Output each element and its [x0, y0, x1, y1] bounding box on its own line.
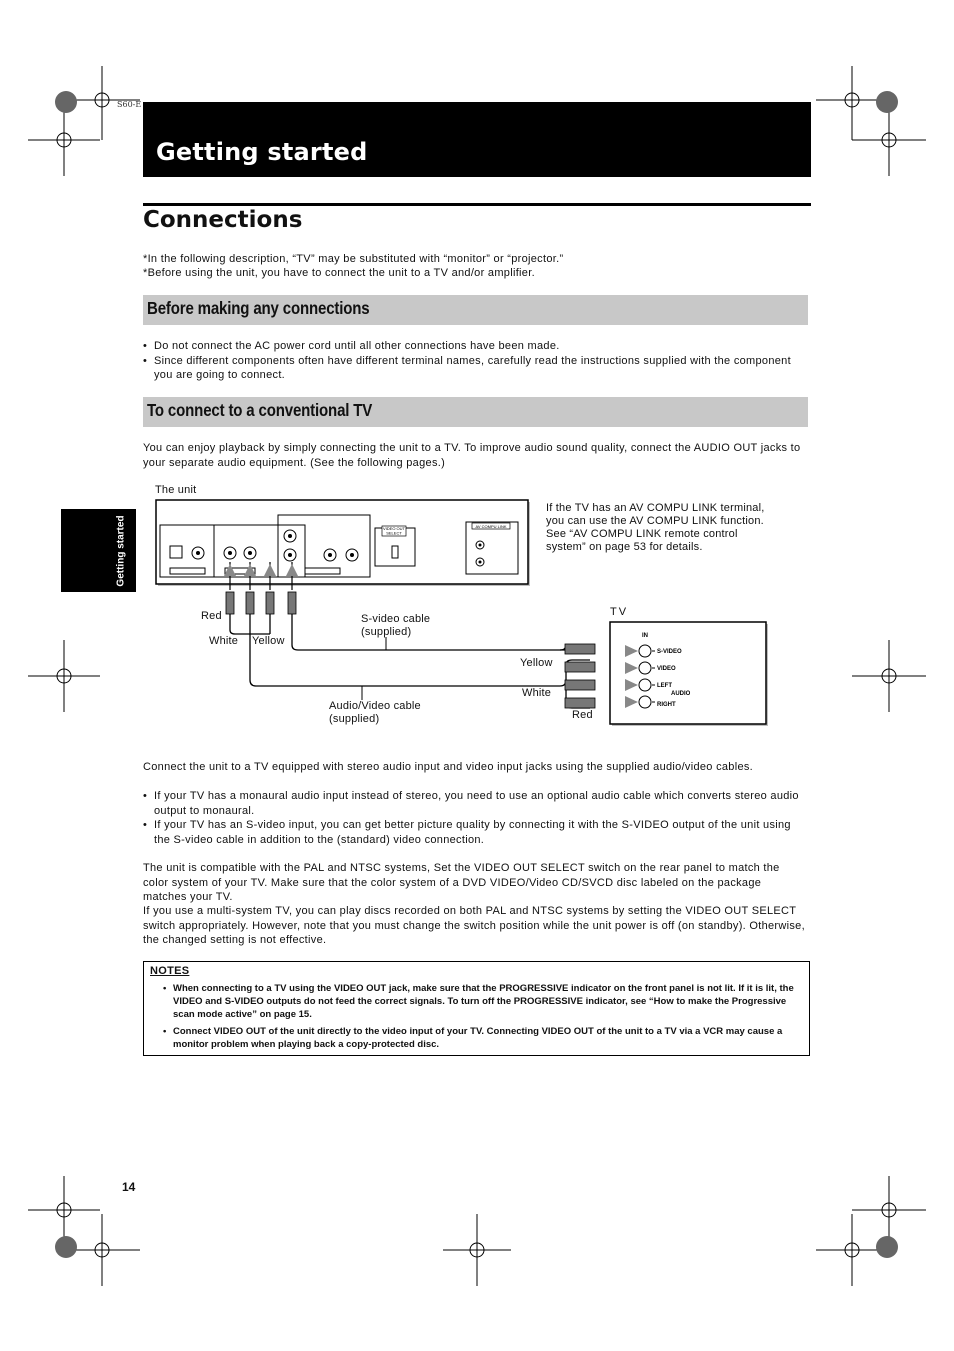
red-right-label: Red — [572, 709, 593, 721]
list-item: • Connect VIDEO OUT of the unit directly to the video input of your TV. Connecting VIDEO OUT of the unit to a TV via a VCR may cause a monitor problem when playing back a copy-protected disc. — [163, 1025, 803, 1051]
svideo-cable-label-2: (supplied) — [361, 626, 412, 638]
compu-link-line-4: system” on page 53 for details. — [546, 541, 703, 553]
tv-audio-label: AUDIO — [671, 691, 691, 697]
tv-label: TV — [610, 606, 629, 618]
page-code: S60-E — [117, 100, 142, 109]
list-item: • When connecting to a TV using the VIDEO OUT jack, make sure that the PROGRESSIVE indicator on the front panel is not lit. If it is lit, the VIDEO and S-VIDEO outputs do not feed the correct signals. To turn off the PROGRESSIVE indicator, see “How to make the Progressive scan mode active” on page 15. — [163, 982, 803, 1021]
tv-intro: You can enjoy playback by simply connecting the unit to a TV. To improve audio sound quality, connect the AUDIO OUT jacks to your separate audio equipment. (See the following pages.) — [143, 442, 801, 469]
pal-ntsc-paragraph: The unit is compatible with the PAL and NTSC systems, Set the VIDEO OUT SELECT switch on the rear panel to match the color system of your TV. Make sure that the color system of a DVD VIDEO/Video CD/SVCD disc labeled on the package matches your TV. — [143, 862, 780, 903]
video-out-select-label-2: SELECT — [386, 530, 402, 536]
intro-note-2: *Before using the unit, you have to connect the unit to a TV and/or amplifier. — [143, 267, 535, 279]
tv-bullets — [143, 789, 803, 847]
yellow-right-label: Yellow — [520, 657, 553, 669]
tv-svideo-label: S-VIDEO — [657, 649, 682, 655]
unit-rear-panel — [156, 500, 530, 586]
av-compu-link-label: AV COMPU LINK — [475, 524, 507, 529]
section-title-before: Before making any connections — [147, 298, 370, 318]
compu-link-line-2: you can use the AV COMPU LINK function. — [546, 515, 764, 527]
intro-note-1: *In the following description, “TV” may be substituted with “monitor” or “projector.” — [143, 253, 564, 265]
compu-link-line-3: See “AV COMPU LINK remote control — [546, 528, 738, 540]
page-number: 14 — [122, 1180, 136, 1194]
title-rule — [143, 203, 811, 206]
after-diagram-text: Connect the unit to a TV equipped with stereo audio input and video input jacks using the supplied audio/video cables. — [143, 761, 754, 773]
yellow-left-label: Yellow — [252, 635, 285, 647]
the-unit-label: The unit — [155, 484, 197, 496]
list-item: • If your TV has a monaural audio input instead of stereo, you need to use an optional audio cable which converts stereo audio output to monaural. — [143, 789, 803, 818]
page-title: Connections — [143, 207, 303, 233]
tv-right-label: RIGHT — [657, 702, 676, 708]
multi-system-paragraph: If you use a multi-system TV, you can play discs recorded on both PAL and NTSC systems by setting the VIDEO OUT SELECT switch appropriately. However, note that you must change the switch position while the unit power is off (on standby). Otherwise, the changed setting is not effective. — [143, 905, 805, 946]
list-item: • Since different components often have different terminal names, carefully read the instructions supplied with the component you are going to connect. — [143, 354, 803, 383]
notes-list — [163, 982, 803, 1055]
compu-link-line-1: If the TV has an AV COMPU LINK terminal, — [546, 502, 765, 514]
white-left-label: White — [209, 635, 239, 647]
section-title-tv: To connect to a conventional TV — [147, 400, 373, 420]
av-cable-label-1: Audio/Video cable — [329, 700, 421, 712]
av-cable-label-2: (supplied) — [329, 713, 380, 725]
svideo-cable-label-1: S-video cable — [361, 613, 431, 625]
chapter-title: Getting started — [156, 138, 368, 166]
video-out-select-label-1: VIDEO OUT — [382, 526, 406, 531]
tv-left-label: LEFT — [657, 683, 672, 689]
before-bullets — [143, 339, 803, 383]
tv-in-label: IN — [642, 633, 648, 639]
tv-video-label: VIDEO — [657, 666, 676, 672]
white-right-label: White — [522, 687, 552, 699]
red-left-label: Red — [201, 610, 222, 622]
list-item: • If your TV has an S-video input, you can get better picture quality by connecting it with the S-VIDEO output of the unit using the S-video cable in addition to the (standard) video connection. — [143, 818, 803, 847]
notes-title: NOTES — [150, 965, 190, 977]
list-item: • Do not connect the AC power cord until all other connections have been made. — [143, 339, 803, 354]
side-tab-label: Getting started — [115, 515, 127, 587]
